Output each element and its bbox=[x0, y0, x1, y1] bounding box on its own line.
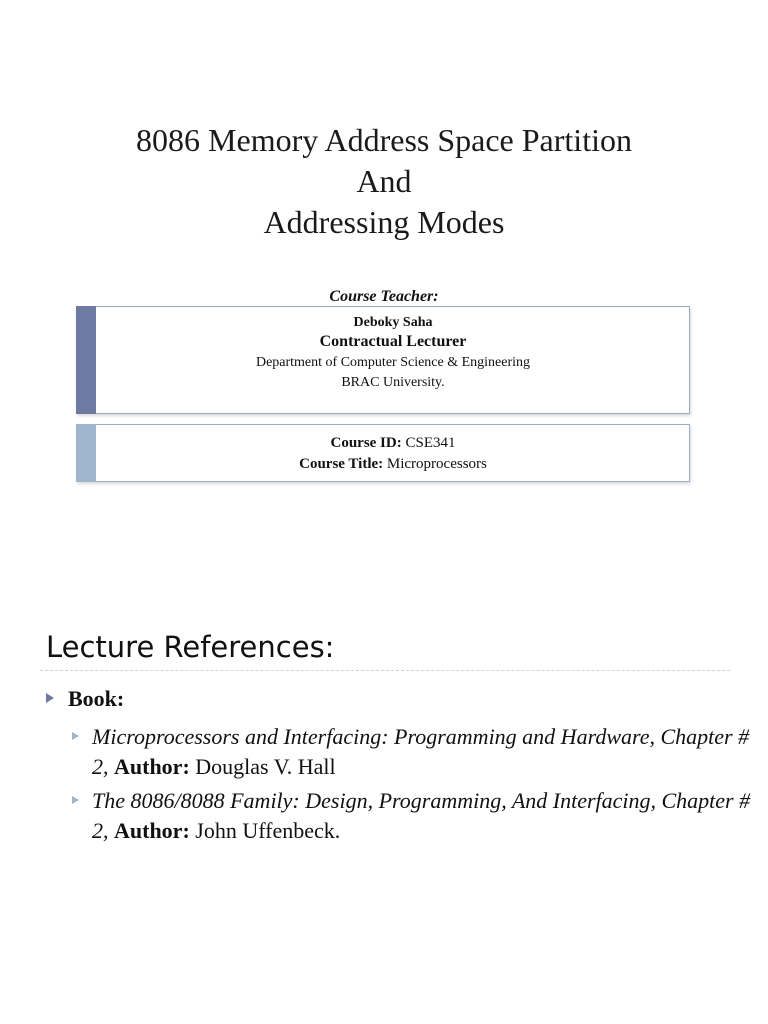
bullet-triangle-icon bbox=[46, 693, 54, 703]
course-card-accent-bar bbox=[76, 424, 96, 482]
teacher-name: Deboky Saha bbox=[353, 315, 433, 330]
teacher-university: BRAC University. bbox=[341, 375, 445, 390]
course-id-line bbox=[97, 433, 689, 454]
book-section-label: Book: bbox=[68, 686, 125, 711]
sub-bullet-triangle-icon bbox=[72, 732, 79, 740]
title-line-2: And bbox=[356, 163, 412, 199]
slide-title bbox=[0, 120, 768, 243]
course-id-value: CSE341 bbox=[405, 435, 456, 451]
reference-author-label: Author: bbox=[114, 818, 190, 843]
course-card bbox=[76, 424, 690, 482]
course-title-label: Course Title: bbox=[299, 456, 384, 472]
title-line-1: 8086 Memory Address Space Partition bbox=[136, 122, 632, 158]
reference-book-title: Microprocessors and Interfacing: Programming and Hardware, Chapter # 2, bbox=[92, 724, 750, 779]
reference-book-title: The 8086/8088 Family: Design, Programming, And Interfacing, Chapter # 2, bbox=[92, 788, 751, 843]
teacher-card-accent-bar bbox=[76, 306, 96, 414]
course-teacher-heading: Course Teacher: bbox=[329, 288, 439, 305]
course-title-line bbox=[97, 454, 689, 475]
title-line-3: Addressing Modes bbox=[263, 204, 505, 240]
reference-item bbox=[72, 722, 752, 782]
reference-item bbox=[72, 786, 752, 846]
sub-bullet-triangle-icon bbox=[72, 796, 79, 804]
reference-author-label: Author: bbox=[114, 754, 190, 779]
book-bullet bbox=[46, 686, 124, 712]
teacher-card bbox=[76, 306, 690, 414]
teacher-department: Department of Computer Science & Engineering bbox=[255, 355, 531, 370]
lecture-references-heading: Lecture References: bbox=[46, 630, 335, 664]
heading-divider bbox=[40, 670, 730, 671]
teacher-role: Contractual Lecturer bbox=[319, 333, 467, 350]
reference-author: Douglas V. Hall bbox=[195, 754, 336, 779]
course-id-label: Course ID: bbox=[330, 435, 402, 451]
course-title-value: Microprocessors bbox=[386, 456, 487, 472]
reference-author: John Uffenbeck. bbox=[195, 818, 341, 843]
